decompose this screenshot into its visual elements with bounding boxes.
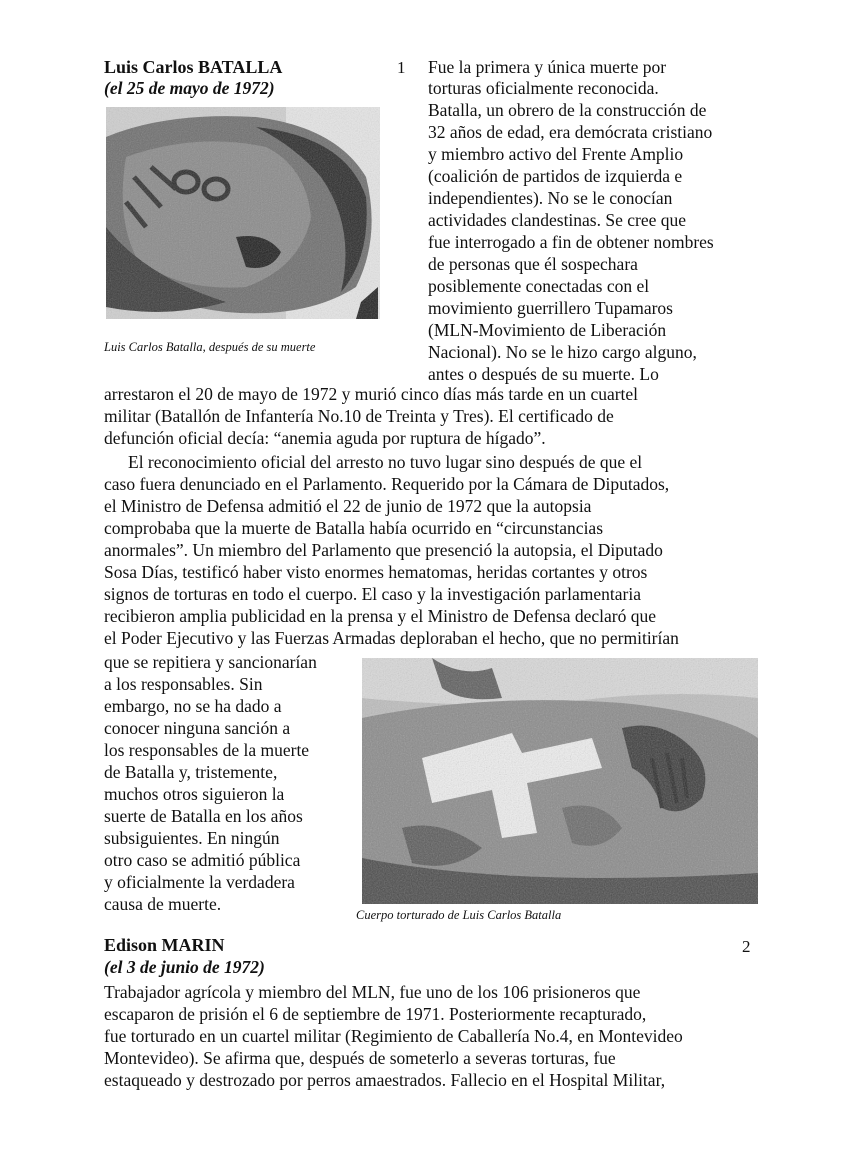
text-line: movimiento guerrillero Tupamaros xyxy=(428,298,673,318)
body-photo-caption: Cuerpo torturado de Luis Carlos Batalla xyxy=(356,908,562,922)
text-line: 32 años de edad, era demócrata cristiano xyxy=(428,122,713,142)
text-line: embargo, no se ha dado a xyxy=(104,696,282,716)
body-photo xyxy=(362,658,758,904)
text-line: y miembro activo del Frente Amplio xyxy=(428,144,684,164)
text-line: militar (Batallón de Infantería No.10 de Treinta y Tres). El certificado de xyxy=(104,406,614,426)
text-line: causa de muerte. xyxy=(104,894,222,914)
entry-2-number: 2 xyxy=(742,937,751,956)
text-line: posiblemente conectadas con el xyxy=(428,276,650,296)
face-photo xyxy=(106,107,380,319)
text-line: el Ministro de Defensa admitió el 22 de junio de 1972 que la autopsia xyxy=(104,496,592,516)
text-line: suerte de Batalla en los años xyxy=(104,806,303,826)
text-line: los responsables de la muerte xyxy=(104,740,310,760)
entry-2-name: Edison MARIN xyxy=(104,935,225,955)
text-line: fue torturado en un cuartel militar (Regimiento de Caballería No.4, en Montevideo xyxy=(104,1026,683,1046)
text-line: comprobaba que la muerte de Batalla había ocurrido en “circunstancias xyxy=(104,518,604,538)
text-line: defunción oficial decía: “anemia aguda por ruptura de hígado”. xyxy=(104,428,546,448)
text-line: de personas que él sospechara xyxy=(428,254,638,274)
text-line: caso fuera denunciado en el Parlamento. Requerido por la Cámara de Diputados, xyxy=(104,474,670,494)
text-line: torturas oficialmente reconocida. xyxy=(428,78,659,98)
text-line: Nacional). No se le hizo cargo alguno, xyxy=(428,342,697,362)
entry-2-date: (el 3 de junio de 1972) xyxy=(104,957,265,977)
text-line: fue interrogado a fin de obtener nombres xyxy=(428,232,714,252)
text-line: Trabajador agrícola y miembro del MLN, fue uno de los 106 prisioneros que xyxy=(104,982,641,1002)
text-line: escaparon de prisión el 6 de septiembre de 1971. Posteriormente recapturado, xyxy=(104,1004,647,1024)
text-line: (MLN-Movimiento de Liberación xyxy=(428,320,667,340)
text-line: muchos otros siguieron la xyxy=(104,784,285,804)
text-line: El reconocimiento oficial del arresto no tuvo lugar sino después de que el xyxy=(128,452,643,472)
text-line: (coalición de partidos de izquierda e xyxy=(428,166,683,186)
text-line: conocer ninguna sanción a xyxy=(104,718,291,738)
text-line: arrestaron el 20 de mayo de 1972 y murió cinco días más tarde en un cuartel xyxy=(104,384,639,404)
entry-1-name: Luis Carlos BATALLA xyxy=(104,57,283,77)
text-line: actividades clandestinas. Se cree que xyxy=(428,210,687,230)
text-line: signos de torturas en todo el cuerpo. El caso y la investigación parlamentaria xyxy=(104,584,641,604)
text-line: que se repitiera y sancionarían xyxy=(104,652,317,672)
text-line: el Poder Ejecutivo y las Fuerzas Armadas deploraban el hecho, que no permitirían xyxy=(104,628,679,648)
text-line: anormales”. Un miembro del Parlamento que presenció la autopsia, el Diputado xyxy=(104,540,663,560)
text-line: a los responsables. Sin xyxy=(104,674,263,694)
entry-1-number: 1 xyxy=(397,58,406,77)
text-line: Batalla, un obrero de la construcción de xyxy=(428,100,707,120)
text-line: Fue la primera y única muerte por xyxy=(428,57,667,77)
text-line: de Batalla y, tristemente, xyxy=(104,762,278,782)
text-line: y oficialmente la verdadera xyxy=(104,872,295,892)
text-line: Montevideo). Se afirma que, después de someterlo a severas torturas, fue xyxy=(104,1048,616,1068)
text-line: otro caso se admitió pública xyxy=(104,850,301,870)
text-line: independientes). No se le conocían xyxy=(428,188,673,208)
text-line: subsiguientes. En ningún xyxy=(104,828,280,848)
face-photo-caption: Luis Carlos Batalla, después de su muerte xyxy=(104,340,316,354)
text-line: Sosa Días, testificó haber visto enormes hematomas, heridas cortantes y otros xyxy=(104,562,648,582)
text-line: recibieron amplia publicidad en la prensa y el Ministro de Defensa declaró que xyxy=(104,606,657,626)
entry-1-date: (el 25 de mayo de 1972) xyxy=(104,78,275,98)
text-line: antes o después de su muerte. Lo xyxy=(428,364,659,384)
text-line: estaqueado y destrozado por perros amaestrados. Fallecio en el Hospital Militar, xyxy=(104,1070,666,1090)
